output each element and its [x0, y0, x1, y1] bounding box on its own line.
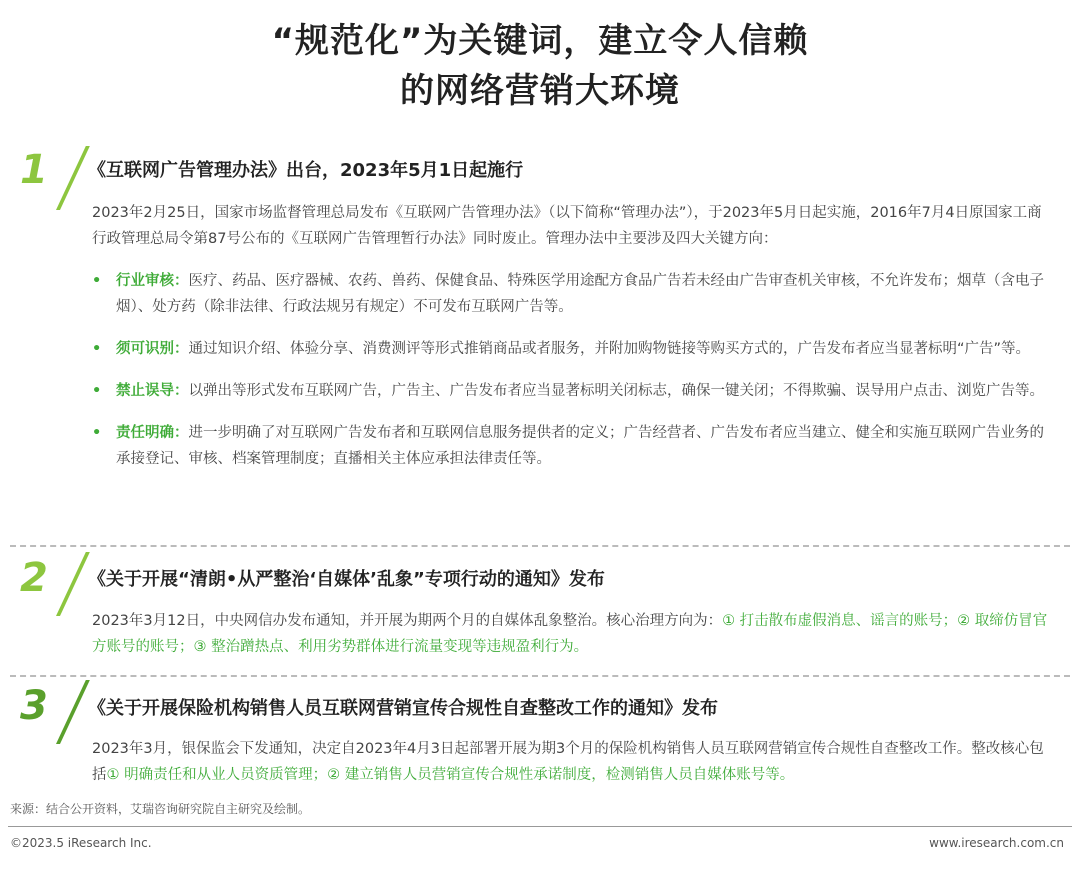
- bullet-dot-icon: •: [92, 341, 102, 357]
- source-note: 来源：结合公开资料，艾瑞咨询研究院自主研究及绘制。: [10, 802, 311, 816]
- section-heading-3: 《关于开展保险机构销售人员互联网营销宣传合规性自查整改工作的通知》发布: [88, 698, 718, 719]
- copyright: ©2023.5 iResearch Inc.: [10, 836, 152, 850]
- slash-decoration-2: [56, 552, 90, 616]
- slash-decoration-1: [56, 146, 90, 210]
- bullet-dot-icon: •: [92, 383, 102, 399]
- section-divider: [10, 675, 1070, 677]
- bullet-keyword: 责任明确：: [116, 425, 189, 441]
- section-number-3: 3: [20, 683, 48, 729]
- bullet-list: [92, 268, 1054, 488]
- body-text: 2023年3月，银保监会下发通知，决定自2023年4月3日起部署开展为期3个月的保险机构销售人员互联网营销宣传合规性自查整改工作。整改核心包括: [92, 741, 1044, 783]
- bullet-text: 医疗、药品、医疗器械、农药、兽药、保健食品、特殊医学用途配方食品广告若未经由广告审查机关审核，不允许发布；烟草（含电子烟）、处方药（除非法律、行政法规另有规定）不可发布互联网广告等。: [116, 273, 1044, 315]
- section-body-3: [92, 736, 1054, 788]
- body-highlight: ① 明确责任和从业人员资质管理；② 建立销售人员营销宣传合规性承诺制度，检测销售人员自媒体账号等。: [106, 767, 795, 783]
- website-link[interactable]: www.iresearch.com.cn: [929, 836, 1064, 850]
- footer-divider: [8, 826, 1072, 827]
- bullet-dot-icon: •: [92, 425, 102, 441]
- bullet-item: [92, 336, 1054, 362]
- section-heading-1: 《互联网广告管理办法》出台，2023年5月1日起施行: [88, 160, 524, 181]
- bullet-item: [92, 420, 1054, 472]
- section-body-2: [92, 608, 1054, 660]
- bullet-keyword: 行业审核：: [116, 273, 189, 289]
- bullet-item: [92, 378, 1054, 404]
- bullet-text: 通过知识介绍、体验分享、消费测评等形式推销商品或者服务，并附加购物链接等购买方式的，广告发布者应当显著标明“广告”等。: [188, 341, 1031, 357]
- section-number-1: 1: [20, 147, 48, 193]
- slash-decoration-3: [56, 680, 90, 744]
- page-title: [0, 16, 1080, 116]
- title-line-2: 的网络营销大环境: [400, 71, 680, 111]
- bullet-keyword: 禁止误导：: [116, 383, 189, 399]
- bullet-dot-icon: •: [92, 273, 102, 289]
- bullet-text: 以弹出等形式发布互联网广告，广告主、广告发布者应当显著标明关闭标志，确保一键关闭；不得欺骗、误导用户点击、浏览广告等。: [188, 383, 1044, 399]
- section-heading-2: 《关于开展“清朗•从严整治‘自媒体’乱象”专项行动的通知》发布: [88, 569, 605, 590]
- section-number-2: 2: [20, 555, 48, 601]
- title-line-1: “规范化”为关键词，建立令人信赖: [271, 21, 809, 61]
- bullet-item: [92, 268, 1054, 320]
- body-text: 2023年3月12日，中央网信办发布通知，并开展为期两个月的自媒体乱象整治。核心治理方向为：: [92, 613, 723, 629]
- bullet-text: 进一步明确了对互联网广告发布者和互联网信息服务提供者的定义；广告经营者、广告发布者应当建立、健全和实施互联网广告业务的承接登记、审核、档案管理制度；直播相关主体应承担法律责任等。: [116, 425, 1044, 467]
- bullet-keyword: 须可识别：: [116, 341, 189, 357]
- body-highlight: ① 打击散布虚假消息、谣言的账号；② 取缔仿冒官方账号的账号；③ 整治蹭热点、利用劣势群体进行流量变现等违规盈利行为。: [92, 613, 1048, 655]
- section-body-1: 2023年2月25日，国家市场监督管理总局发布《互联网广告管理办法》（以下简称“管理办法”），于2023年5月日起实施，2016年7月4日原国家工商行政管理总局令第87号公布的《互联网广告管理暂行办法》同时废止。管理办法中主要涉及四大关键方向：: [92, 205, 1042, 247]
- section-divider: [10, 545, 1070, 547]
